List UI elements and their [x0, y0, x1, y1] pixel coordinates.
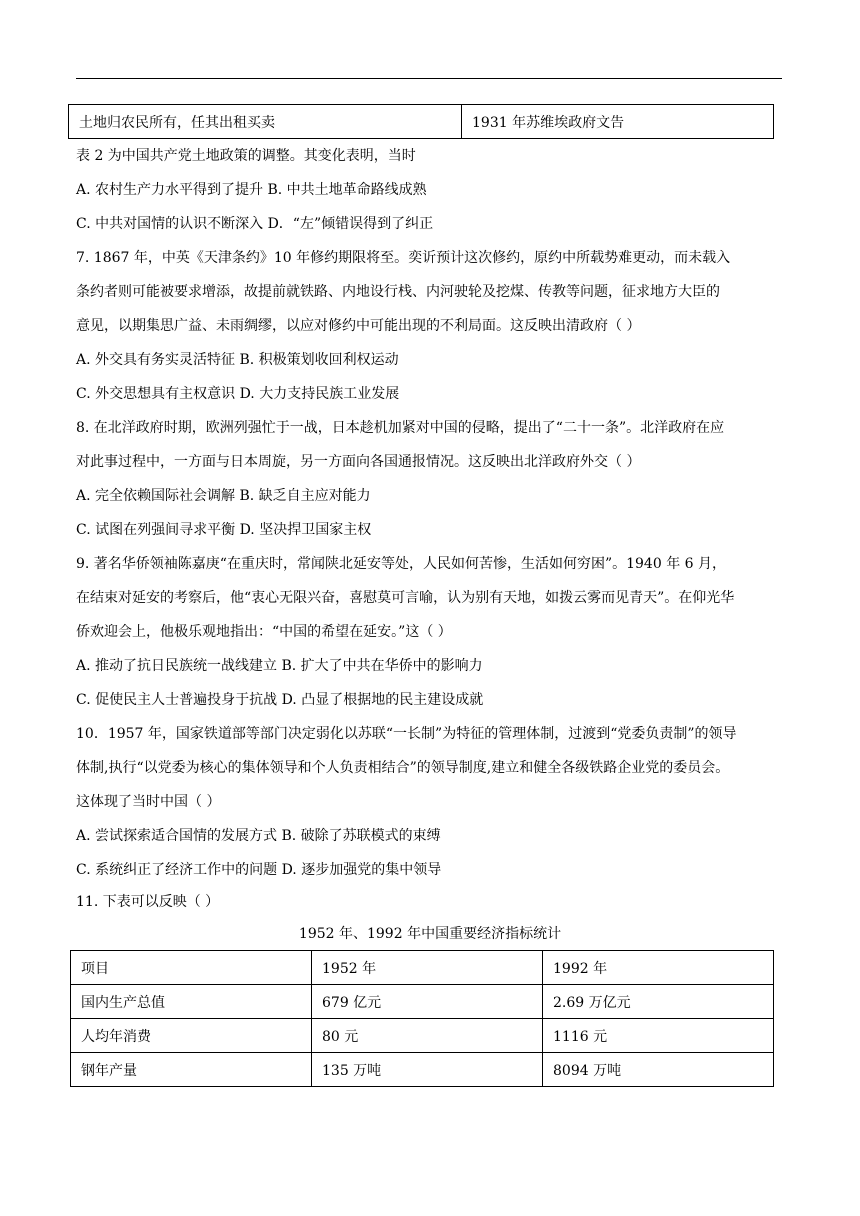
q10-line-2: 体制,执行“以党委为核心的集体领导和个人负责相结合”的领导制度,建立和健全各级铁路企业党的委员会。 — [76, 760, 730, 776]
table-row — [69, 105, 774, 139]
table-caption: 1952 年、1992 年中国重要经济指标统计 — [298, 926, 562, 942]
q9-line-1: 9. 著名华侨领袖陈嘉庚“在重庆时，常闻陕北延安等处，人民如何苦惨，生活如何穷困”。1940 年 6 月， — [76, 556, 727, 572]
table-cell: 80 元 — [312, 1019, 543, 1053]
q6-options-cd: C. 中共对国情的认识不断深入 D．“左”倾错误得到了纠正 — [76, 216, 434, 232]
table-cell: 人均年消费 — [71, 1019, 312, 1053]
table-header-cell: 项目 — [71, 951, 312, 985]
table-cell: 土地归农民所有，任其出租买卖 — [69, 105, 462, 139]
table-row — [71, 985, 774, 1019]
table-cell: 679 亿元 — [312, 985, 543, 1019]
q9-options-cd: C. 促使民主人士普遍投身于抗战 D. 凸显了根据地的民主建设成就 — [76, 692, 484, 708]
table-cell: 2.69 万亿元 — [543, 985, 774, 1019]
q6-options-ab: A. 农村生产力水平得到了提升 B. 中共土地革命路线成熟 — [76, 182, 427, 198]
q9-line-2: 在结束对延安的考察后，他“衷心无限兴奋，喜慰莫可言喻，认为别有天地，如拨云雾而见青天”。在仰光华 — [76, 590, 735, 606]
q8-options-cd: C. 试图在列强间寻求平衡 D. 坚决捍卫国家主权 — [76, 522, 372, 538]
q9-options-ab: A. 推动了抗日民族统一战线建立 B. 扩大了中共在华侨中的影响力 — [76, 658, 483, 674]
q8-line-1: 8. 在北洋政府时期，欧洲列强忙于一战，日本趁机加紧对中国的侵略，提出了“二十一条”。北洋政府在应 — [76, 420, 725, 436]
table-header-row — [71, 951, 774, 985]
table-header-cell: 1952 年 — [312, 951, 543, 985]
table-row — [71, 1053, 774, 1087]
table-cell: 钢年产量 — [71, 1053, 312, 1087]
q10-options-ab: A. 尝试探索适合国情的发展方式 B. 破除了苏联模式的束缚 — [76, 828, 441, 844]
q7-options-cd: C. 外交思想具有主权意识 D. 大力支持民族工业发展 — [76, 386, 400, 402]
table-cell: 135 万吨 — [312, 1053, 543, 1087]
table-cell: 8094 万吨 — [543, 1053, 774, 1087]
table-cell: 1116 元 — [543, 1019, 774, 1053]
q8-options-ab: A. 完全依赖国际社会调解 B. 缺乏自主应对能力 — [76, 488, 371, 504]
header-rule — [76, 78, 782, 79]
q8-line-2: 对此事过程中，一方面与日本周旋，另一方面向各国通报情况。这反映出北洋政府外交（ ） — [76, 454, 641, 470]
q7-line-1: 7. 1867 年，中英《天津条约》10 年修约期限将至。奕䜣预计这次修约，原约中所载势难更动，而未载入 — [76, 250, 731, 266]
q10-line-3: 这体现了当时中国（ ） — [76, 794, 221, 810]
q10-line-1: 10．1957 年，国家铁道部等部门决定弱化以苏联“一长制”为特征的管理体制，过渡到“党委负责制”的领导 — [76, 726, 737, 742]
q6-stem: 表 2 为中国共产党土地政策的调整。其变化表明，当时 — [76, 148, 416, 164]
table-row — [71, 1019, 774, 1053]
table-cell: 国内生产总值 — [71, 985, 312, 1019]
q7-line-2: 条约者则可能被要求增添，故提前就铁路、内地设行栈、内河驶轮及挖煤、传教等问题，征求地方大臣的 — [76, 284, 720, 300]
q9-line-3: 侨欢迎会上，他极乐观地指出：“中国的希望在延安。”这（ ） — [76, 624, 452, 640]
economic-indicators-table — [70, 950, 774, 1087]
land-policy-table-fragment — [68, 104, 774, 139]
q11-stem: 11. 下表可以反映（ ） — [76, 894, 220, 910]
table-header-cell: 1992 年 — [543, 951, 774, 985]
q7-line-3: 意见，以期集思广益、未雨绸缪，以应对修约中可能出现的不利局面。这反映出清政府（ ） — [76, 318, 641, 334]
table-cell: 1931 年苏维埃政府文告 — [462, 105, 774, 139]
q10-options-cd: C. 系统纠正了经济工作中的问题 D. 逐步加强党的集中领导 — [76, 862, 442, 878]
q7-options-ab: A. 外交具有务实灵活特征 B. 积极策划收回利权运动 — [76, 352, 399, 368]
